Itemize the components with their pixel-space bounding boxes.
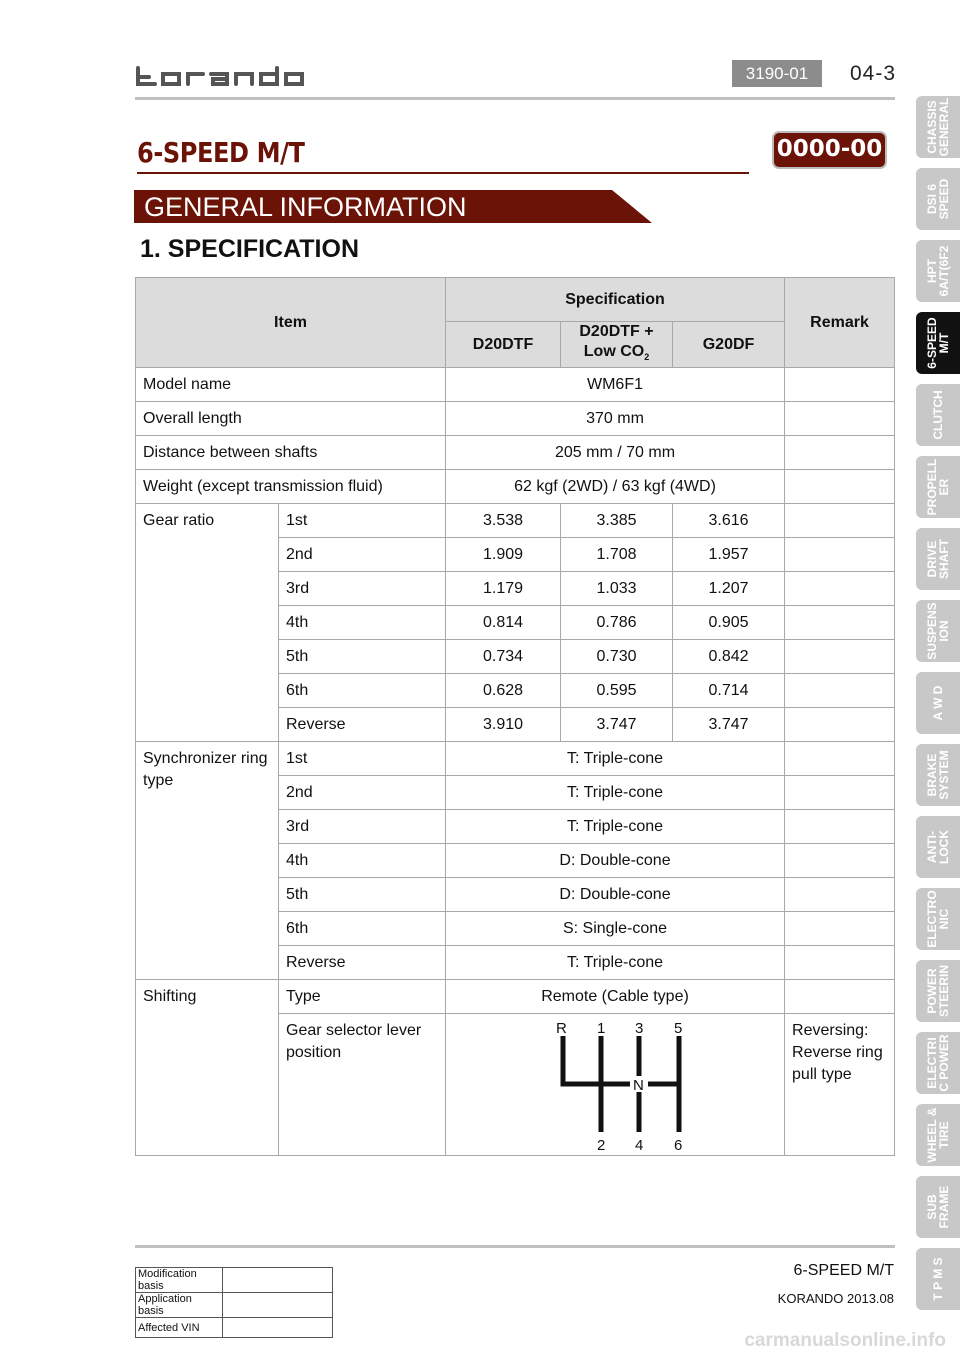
sync-type: S: Single-cone xyxy=(446,912,785,946)
general-information-banner xyxy=(134,190,652,223)
chapter-tab-label: DRIVE SHAFT xyxy=(925,539,951,579)
remark-cell xyxy=(785,504,895,538)
table-row xyxy=(136,980,895,1014)
remark-cell xyxy=(785,436,895,470)
remark-cell xyxy=(785,640,895,674)
sync-type: T: Triple-cone xyxy=(446,776,785,810)
chapter-tab[interactable] xyxy=(916,1104,960,1166)
chapter-tab[interactable] xyxy=(916,312,960,374)
chapter-tab[interactable] xyxy=(916,600,960,662)
section-code-badge: 0000-00 xyxy=(772,131,887,169)
korando-logo xyxy=(135,66,320,88)
chapter-tab[interactable] xyxy=(916,168,960,230)
header-divider xyxy=(135,97,895,100)
row-label: Model name xyxy=(136,368,446,402)
gear-name: 4th xyxy=(279,606,446,640)
gear-6-label: 6 xyxy=(674,1137,683,1155)
mod-value xyxy=(223,1268,333,1293)
footer-edition: KORANDO 2013.08 xyxy=(777,1291,894,1306)
header-specification: Specification xyxy=(446,278,785,322)
chapter-tab-label: DSI 6 SPEED xyxy=(925,178,951,220)
remark-cell xyxy=(785,402,895,436)
chapter-tab-label: ELECTRI C POWER xyxy=(925,1034,951,1092)
footer-divider xyxy=(135,1245,895,1248)
remark-cell xyxy=(785,742,895,776)
ratio-d20dtf: 3.538 xyxy=(446,504,561,538)
chapter-tab[interactable] xyxy=(916,672,960,734)
chapter-tab[interactable] xyxy=(916,888,960,950)
watermark: carmanualsonline.info xyxy=(744,1330,946,1351)
ratio-g20df: 3.616 xyxy=(673,504,785,538)
mod-value xyxy=(223,1293,333,1318)
document-code: 3190-01 xyxy=(732,60,822,87)
gear-selector-label: Gear selector lever position xyxy=(279,1014,446,1156)
section-underline xyxy=(137,172,749,174)
ratio-g20df: 1.957 xyxy=(673,538,785,572)
row-value: 205 mm / 70 mm xyxy=(446,436,785,470)
row-label: Weight (except transmission fluid) xyxy=(136,470,446,504)
remark-cell xyxy=(785,708,895,742)
remark-cell xyxy=(785,810,895,844)
remark-cell xyxy=(785,946,895,980)
shift-type-label: Type xyxy=(279,980,446,1014)
footer-title: 6-SPEED M/T xyxy=(793,1262,894,1279)
mod-label: Modification basis xyxy=(136,1268,223,1293)
gear-5-label: 5 xyxy=(674,1020,683,1038)
ratio-g20df: 1.207 xyxy=(673,572,785,606)
chapter-tab[interactable] xyxy=(916,816,960,878)
gear-name: 2nd xyxy=(279,538,446,572)
chapter-tab-label: PROPELL ER xyxy=(925,458,951,516)
remark-cell xyxy=(785,980,895,1014)
mod-label: Affected VIN xyxy=(136,1318,223,1338)
banner-label: GENERAL INFORMATION xyxy=(144,192,467,222)
table-row xyxy=(136,470,895,504)
header-d20dtf-low-co2: D20DTF + Low $CO_2$ xyxy=(561,322,673,368)
chapter-tab[interactable] xyxy=(916,1176,960,1238)
ratio-d20dtf: 0.814 xyxy=(446,606,561,640)
gear-name: 3rd xyxy=(279,572,446,606)
gear-name: 4th xyxy=(279,844,446,878)
chapter-tab[interactable] xyxy=(916,384,960,446)
synchronizer-label: Synchronizer ring type xyxy=(136,742,279,980)
sync-type: T: Triple-cone xyxy=(446,946,785,980)
gear-4-label: 4 xyxy=(635,1137,644,1155)
gear-1-label: 1 xyxy=(597,1020,606,1038)
row-value: 370 mm xyxy=(446,402,785,436)
chapter-tab-label: HPT 6A/T(6F2 xyxy=(925,245,951,297)
chapter-tab-label: ELECTRO NIC xyxy=(925,890,951,948)
remark-cell xyxy=(785,470,895,504)
gear-name: 3rd xyxy=(279,810,446,844)
section-title: 6-SPEED M/T xyxy=(137,136,305,169)
gear-name: 1st xyxy=(279,742,446,776)
chapter-tab-label: CLUTCH xyxy=(931,390,945,440)
neutral-label: N xyxy=(633,1077,644,1095)
gear-name: 6th xyxy=(279,674,446,708)
chapter-tab-label: 6-SPEED M/T xyxy=(925,317,951,369)
shifting-label: Shifting xyxy=(136,980,279,1156)
shift-remark: Reversing: Reverse ring pull type xyxy=(785,1014,895,1156)
chapter-tab[interactable] xyxy=(916,1032,960,1094)
ratio-d20dtf-low: 1.708 xyxy=(561,538,673,572)
chapter-tab-label: WHEEL & TIRE xyxy=(925,1107,951,1163)
ratio-d20dtf: 1.909 xyxy=(446,538,561,572)
ratio-d20dtf: 0.628 xyxy=(446,674,561,708)
row-label: Distance between shafts xyxy=(136,436,446,470)
gear-ratio-label: Gear ratio xyxy=(136,504,279,742)
chapter-tab-label: SUB FRAME xyxy=(925,1185,951,1229)
specification-heading: 1. SPECIFICATION xyxy=(140,235,360,263)
ratio-d20dtf: 1.179 xyxy=(446,572,561,606)
remark-cell xyxy=(785,844,895,878)
gear-name: 1st xyxy=(279,504,446,538)
modification-table xyxy=(135,1267,333,1338)
chapter-tab-label: SUSPENS ION xyxy=(925,602,951,660)
table-row xyxy=(136,368,895,402)
header-remark: Remark xyxy=(785,278,895,368)
chapter-tab[interactable] xyxy=(916,744,960,806)
ratio-d20dtf-low: 1.033 xyxy=(561,572,673,606)
ratio-d20dtf-low: 0.786 xyxy=(561,606,673,640)
remark-cell xyxy=(785,776,895,810)
shift-pattern-diagram xyxy=(446,1014,785,1155)
chapter-tab-label: A W D xyxy=(931,685,945,721)
chapter-tab-label: BRAKE SYSTEM xyxy=(925,750,951,800)
ratio-g20df: 3.747 xyxy=(673,708,785,742)
specification-table xyxy=(135,277,895,1156)
ratio-g20df: 0.714 xyxy=(673,674,785,708)
remark-cell xyxy=(785,368,895,402)
chapter-tab[interactable] xyxy=(916,96,960,158)
chapter-tab[interactable] xyxy=(916,528,960,590)
remark-cell xyxy=(785,912,895,946)
chapter-tab[interactable] xyxy=(916,240,960,302)
shift-pattern-cell xyxy=(446,1014,785,1156)
remark-cell xyxy=(785,674,895,708)
table-row xyxy=(136,436,895,470)
gear-name: 5th xyxy=(279,640,446,674)
gear-name: Reverse xyxy=(279,708,446,742)
remark-cell xyxy=(785,606,895,640)
header-g20df: G20DF xyxy=(673,322,785,368)
ratio-d20dtf: 0.734 xyxy=(446,640,561,674)
chapter-tab-label: CHASSIS GENERAL xyxy=(925,97,951,157)
row-value: 62 kgf (2WD) / 63 kgf (4WD) xyxy=(446,470,785,504)
remark-cell xyxy=(785,538,895,572)
gear-name: 5th xyxy=(279,878,446,912)
remark-cell xyxy=(785,572,895,606)
header-d20dtf: D20DTF xyxy=(446,322,561,368)
gear-r-label: R xyxy=(556,1020,567,1038)
table-row xyxy=(136,402,895,436)
chapter-tab[interactable] xyxy=(916,960,960,1022)
ratio-g20df: 0.905 xyxy=(673,606,785,640)
gear-2-label: 2 xyxy=(597,1137,606,1155)
gear-3-label: 3 xyxy=(635,1020,644,1038)
table-row xyxy=(136,504,895,538)
ratio-d20dtf-low: 0.730 xyxy=(561,640,673,674)
row-label: Overall length xyxy=(136,402,446,436)
ratio-d20dtf-low: 3.385 xyxy=(561,504,673,538)
sync-type: D: Double-cone xyxy=(446,878,785,912)
table-row xyxy=(136,742,895,776)
shift-type-value: Remote (Cable type) xyxy=(446,980,785,1014)
sync-type: T: Triple-cone xyxy=(446,742,785,776)
chapter-tab[interactable] xyxy=(916,456,960,518)
ratio-d20dtf: 3.910 xyxy=(446,708,561,742)
gear-name: 2nd xyxy=(279,776,446,810)
chapter-tab-label: POWER STEERIN xyxy=(925,965,951,1018)
ratio-g20df: 0.842 xyxy=(673,640,785,674)
mod-label: Application basis xyxy=(136,1293,223,1318)
chapter-tab-label: T P M S xyxy=(931,1257,945,1301)
row-value: WM6F1 xyxy=(446,368,785,402)
remark-cell xyxy=(785,878,895,912)
page-number: 04-3 xyxy=(850,62,897,85)
chapter-tab-label: ANTI-LOCK xyxy=(925,830,951,864)
gear-name: Reverse xyxy=(279,946,446,980)
chapter-tab[interactable] xyxy=(916,1248,960,1310)
ratio-d20dtf-low: 3.747 xyxy=(561,708,673,742)
header-item: Item xyxy=(136,278,446,368)
sync-type: D: Double-cone xyxy=(446,844,785,878)
gear-name: 6th xyxy=(279,912,446,946)
ratio-d20dtf-low: 0.595 xyxy=(561,674,673,708)
sync-type: T: Triple-cone xyxy=(446,810,785,844)
